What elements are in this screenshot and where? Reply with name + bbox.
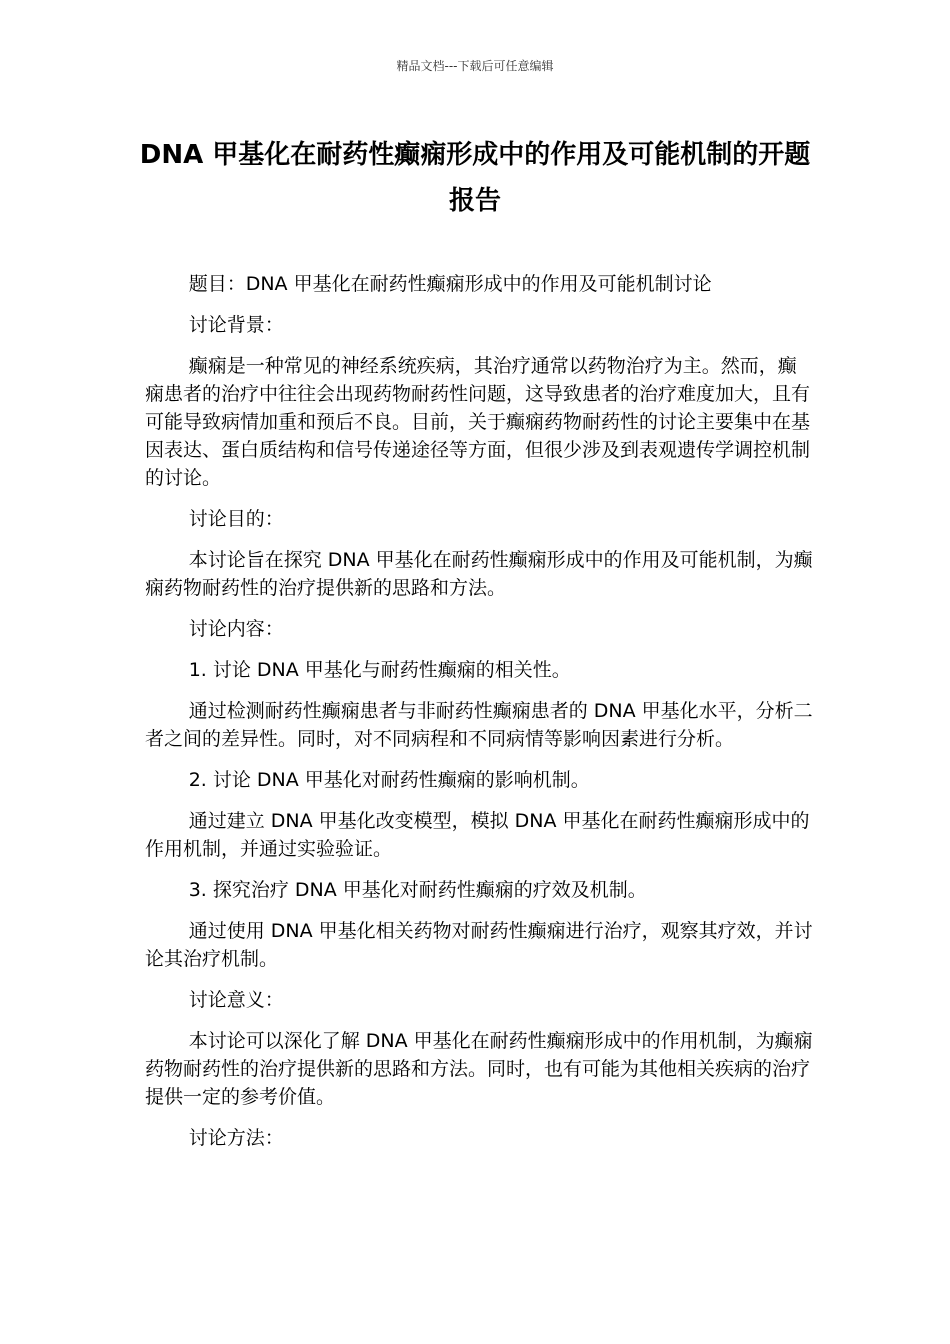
paragraph-content-3: 通过使用 DNA 甲基化相关药物对耐药性癫痫进行治疗，观察其疗效，并讨论其治疗机制。 — [145, 920, 813, 970]
heading-content: 讨论内容： — [188, 618, 284, 640]
document-title: DNA 甲基化在耐药性癫痫形成中的作用及可能机制的开题报告 — [139, 140, 811, 216]
paragraph-purpose: 本讨论旨在探究 DNA 甲基化在耐药性癫痫形成中的作用及可能机制，为癫痫药物耐药性的治疗提供新的思路和方法。 — [145, 549, 813, 599]
heading-background: 讨论背景： — [188, 314, 284, 336]
paragraph-significance: 本讨论可以深化了解 DNA 甲基化在耐药性癫痫形成中的作用机制，为癫痫药物耐药性的治疗提供新的思路和方法。同时，也有可能为其他相关疾病的治疗提供一定的参考价值。 — [145, 1030, 813, 1108]
content-item-2: 2. 讨论 DNA 甲基化对耐药性癫痫的影响机制。 — [188, 769, 590, 791]
paragraph-content-2: 通过建立 DNA 甲基化改变模型，模拟 DNA 甲基化在耐药性癫痫形成中的作用机制，并通过实验验证。 — [145, 810, 810, 860]
content-item-1: 1. 讨论 DNA 甲基化与耐药性癫痫的相关性。 — [188, 659, 571, 681]
paragraph-background: 癫痫是一种常见的神经系统疾病，其治疗通常以药物治疗为主。然而，癫痫患者的治疗中往往会出现药物耐药性问题，这导致患者的治疗难度加大，且有可能导致病情加重和预后不良。目前，关于癫痫药物耐药性的讨论主要集中在基因表达、蛋白质结构和信号传递途径等方面，但很少涉及到表观遗传学调控机制的讨论。 — [145, 355, 811, 489]
document-body — [145, 270, 813, 1165]
heading-methods: 讨论方法： — [188, 1127, 284, 1149]
heading-significance: 讨论意义： — [188, 989, 284, 1011]
paragraph-content-1: 通过检测耐药性癫痫患者与非耐药性癫痫患者的 DNA 甲基化水平，分析二者之间的差异性。同时，对不同病程和不同病情等影响因素进行分析。 — [145, 700, 813, 750]
paragraph-topic: 题目：DNA 甲基化在耐药性癫痫形成中的作用及可能机制讨论 — [188, 273, 712, 295]
heading-purpose: 讨论目的： — [188, 508, 284, 530]
page-header: 精品文档---下载后可任意编辑 — [396, 59, 554, 73]
content-item-3: 3. 探究治疗 DNA 甲基化对耐药性癫痫的疗效及机制。 — [188, 879, 647, 901]
